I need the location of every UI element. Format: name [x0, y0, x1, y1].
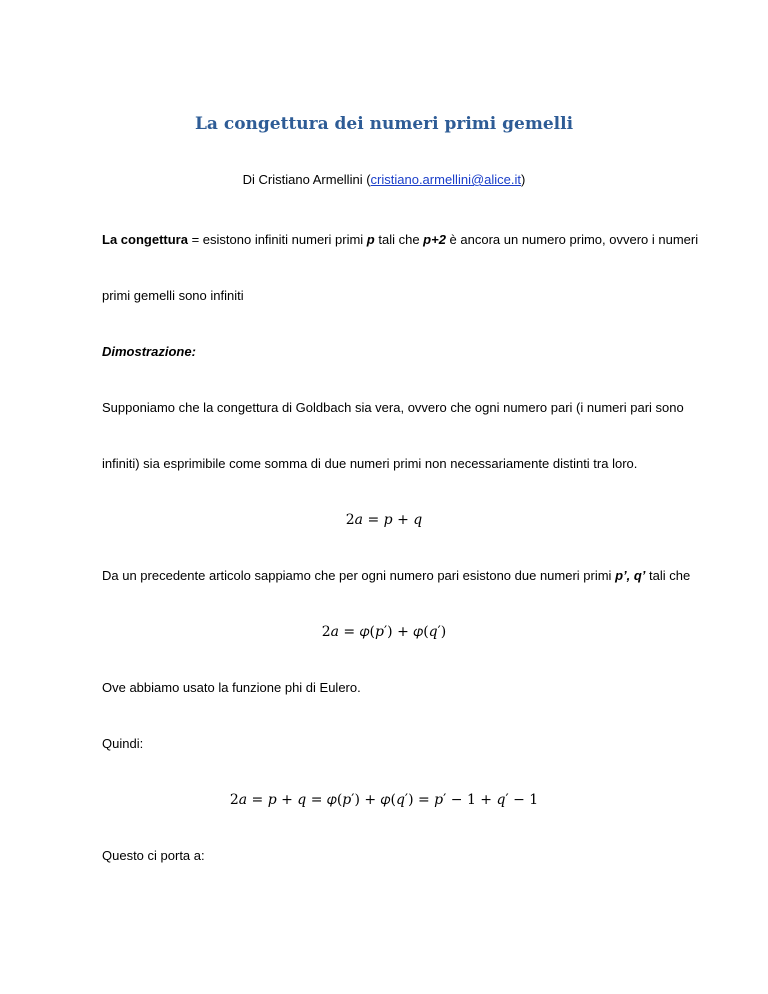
variables-p-q-prime: p’, q’	[615, 568, 646, 583]
quindi-text: Quindi:	[102, 736, 144, 751]
equation-1: 2𝑎 = 𝑝 + 𝑞	[345, 512, 423, 528]
equation-2: 2𝑎 = 𝜑(𝑝′) + 𝜑(𝑞′)	[321, 624, 447, 640]
byline	[0, 172, 768, 187]
equation-3: 2𝑎 = 𝑝 + 𝑞 = 𝜑(𝑝′) + 𝜑(𝑞′) = 𝑝′ − 1 + 𝑞′ − 1	[229, 792, 539, 808]
conjecture-statement-line1	[102, 232, 702, 247]
previous-article-paragraph	[102, 568, 702, 583]
conjecture-text-a: = esistono infiniti numeri primi	[187, 232, 367, 247]
variable-p: p	[366, 232, 375, 247]
conjecture-text-c: è ancora un numero primo, ovvero i numeri	[445, 232, 699, 247]
euler-phi-sentence: Ove abbiamo usato la funzione phi di Eulero.	[102, 680, 361, 695]
variable-p-plus-2: p+2	[423, 232, 446, 247]
conjecture-text-b: tali che	[374, 232, 424, 247]
conclusion-lead-text: Questo ci porta a:	[102, 848, 205, 863]
previous-article-text-a: Da un precedente articolo sappiamo che per ogni numero pari esistono due numeri primi	[102, 568, 616, 583]
goldbach-paragraph-line2: infiniti) sia esprimibile come somma di due numeri primi non necessariamente distinti tra loro.	[102, 456, 638, 471]
byline-prefix: Di Cristiano Armellini (	[242, 172, 371, 187]
conjecture-statement-line2: primi gemelli sono infiniti	[102, 288, 244, 303]
conjecture-label: La congettura	[102, 232, 188, 247]
proof-heading	[102, 344, 702, 359]
author-email-link[interactable]: cristiano.armellini@alice.it	[370, 172, 521, 187]
goldbach-paragraph-line1: Supponiamo che la congettura di Goldbach sia vera, ovvero che ogni numero pari (i numeri pari sono	[102, 400, 684, 415]
byline-suffix: )	[521, 172, 526, 187]
previous-article-text-b: tali che	[645, 568, 691, 583]
document-title: La congettura dei numeri primi gemelli	[194, 114, 574, 134]
proof-heading-text: Dimostrazione:	[102, 344, 196, 359]
